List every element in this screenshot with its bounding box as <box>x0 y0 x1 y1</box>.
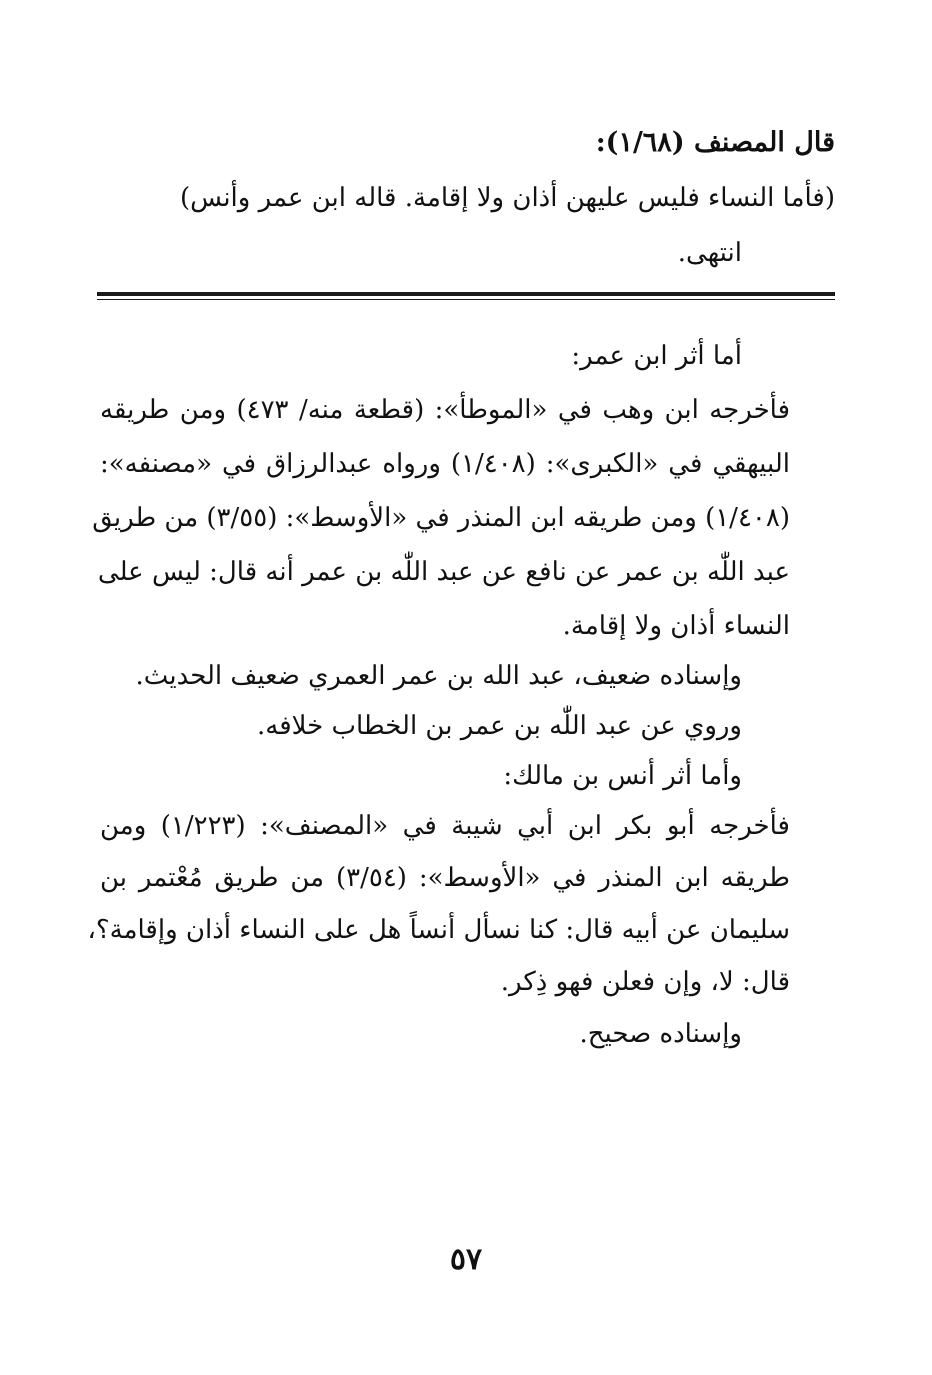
body-line-14: وإسناده صحيح. <box>579 1019 742 1049</box>
body-line-10: فأخرجه أبو بكر ابن أبي شيبة في «المصنف»: (١/٢٢٣) ومن <box>100 811 790 841</box>
body-line-1: أما أثر ابن عمر: <box>571 341 742 371</box>
body-line-11: طريقه ابن المنذر في «الأوسط»: (٣/٥٤) من طريق مُعْتمر بن <box>100 863 790 893</box>
body-line-12: سليمان عن أبيه قال: كنا نسأل أنساً هل على النساء أذان وإقامة؟، <box>87 915 790 945</box>
page-number: ٥٧ <box>449 1242 483 1277</box>
body-line-13: قال: لا، وإن فعلن فهو ذِكر. <box>500 967 790 997</box>
body-line-2: فأخرجه ابن وهب في «الموطأ»: (قطعة منه/ ٤٧٣) ومن طريقه <box>100 395 790 425</box>
quoted-text-line-1: (فأما النساء فليس عليهن أذان ولا إقامة. قاله ابن عمر وأنس) <box>180 183 835 213</box>
double-rule-divider <box>97 292 835 302</box>
body-line-3: البيهقي في «الكبرى»: (١/٤٠٨) ورواه عبدالرزاق في «مصنفه»: <box>100 449 790 479</box>
divider-thick-rule <box>97 292 835 296</box>
quoted-text-line-2: انتهى. <box>677 238 742 268</box>
body-line-7: وإسناده ضعيف، عبد الله بن عمر العمري ضعيف الحديث. <box>135 661 742 691</box>
body-line-5: عبد اللّٰه بن عمر عن نافع عن عبد اللّٰه بن عمر أنه قال: ليس على <box>97 557 790 587</box>
body-line-6: النساء أذان ولا إقامة. <box>562 611 790 641</box>
body-line-4: (١/٤٠٨) ومن طريقه ابن المنذر في «الأوسط»: (٣/٥٥) من طريق <box>92 503 790 533</box>
section-heading: قال المصنف (١/٦٨): <box>595 127 835 158</box>
body-line-8: وروي عن عبد اللّٰه بن عمر بن الخطاب خلافه. <box>257 711 742 741</box>
divider-thin-rule <box>97 299 835 300</box>
body-line-9: وأما أثر أنس بن مالك: <box>503 761 742 791</box>
